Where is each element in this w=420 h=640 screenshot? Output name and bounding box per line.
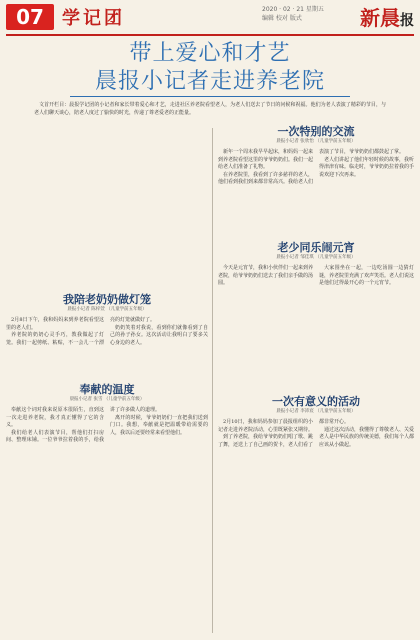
article-paragraph: 到了养老院，我给爷爷奶奶们唱了歌、跳了舞，还送上了自己画的贺卡，老人们看了都非常开心。 bbox=[218, 419, 350, 448]
headline-line-1: 带上爱心和才艺 bbox=[129, 41, 291, 66]
article-title: 一次有意义的活动 bbox=[272, 395, 360, 408]
headline-block bbox=[0, 40, 420, 96]
headline-rule bbox=[70, 96, 350, 97]
article-4 bbox=[6, 383, 208, 445]
article-title: 老少同乐闹元宵 bbox=[277, 241, 355, 254]
article-2 bbox=[218, 241, 415, 288]
column-divider bbox=[212, 128, 213, 633]
brand-main: 新晨 bbox=[360, 6, 400, 30]
page-number-badge: 07 bbox=[6, 4, 54, 30]
article-paragraph: 通过这次活动，我懂得了尊敬老人、关爱老人是中华民族的传统美德，我们每个人都应该从小做起。 bbox=[319, 426, 415, 448]
article-paragraph: 我们给老人们表演节目，帮他们打扫房间、整理床铺。一位爷爷拉着我的手，给我讲了许多做人的道理。 bbox=[6, 407, 161, 443]
article-paragraph: 大家围坐在一起，一边吃汤圆一边猜灯谜，养老院里充满了欢声笑语。老人们说这是他们过得最开心的一个元宵节。 bbox=[319, 265, 415, 286]
article-paragraph: 离开的时候，爷爷奶奶们一直把我们送到门口。我想，奉献就是把温暖带给需要的人，我以后还要经常来看望他们。 bbox=[110, 414, 208, 436]
article-5 bbox=[218, 395, 415, 449]
headline-line-2: 晨报小记者走进养老院 bbox=[94, 69, 325, 94]
article-paragraph: 养老院的奶奶心灵手巧，教我做起了灯笼。我们一起剪纸、粘贴，不一会儿一个漂亮的灯笼就做好了。 bbox=[6, 317, 156, 346]
article-title: 奉献的温度 bbox=[79, 383, 135, 396]
column-name: 学记团 bbox=[62, 8, 125, 29]
article-body bbox=[218, 419, 414, 449]
article-byline: 晨报小记者 陈梓萱 （儿童学前五年级） bbox=[67, 306, 147, 312]
article-body bbox=[218, 265, 414, 288]
editor-credits: 编辑 校对 版式 bbox=[262, 15, 302, 22]
article-paragraph: 奶奶笑着对我说，看到你们就像看到了自己的孙子孙女。这次活动让我明白了要多关心身边的老人。 bbox=[110, 324, 208, 346]
article-byline: 晨报小记者 张雪 （儿童学前五年级） bbox=[69, 396, 145, 402]
brand-logo bbox=[360, 2, 414, 31]
article-paragraph: 今天是元宵节，我和小伙伴们一起来到养老院，给爷爷奶奶们送去了我们亲手做的汤圆。 bbox=[218, 265, 314, 286]
header-rule bbox=[6, 34, 414, 36]
article-paragraph: 在养老院里，我看到了许多慈祥的老人，他们看到我们到来都非常高兴。我给老人们表演了节目，爷爷奶奶们都鼓起了掌。 bbox=[218, 149, 405, 185]
article-body bbox=[6, 317, 208, 347]
article-paragraph: 奉献这个词对我来说原本很陌生，直到这一次走进养老院，我才真正懂得了它的含义。 bbox=[6, 407, 104, 428]
header-meta bbox=[262, 5, 350, 23]
article-3 bbox=[6, 293, 208, 347]
article-title: 一次特别的交流 bbox=[277, 125, 355, 138]
editor-note: 文首开栏目：晨报学记团的小记者和家长带着爱心和才艺，走进社区养老院看望老人，为老人们送去了节日的问候和祝福。他们为老人表演了精彩的节目，与老人们聊天谈心，陪老人度过了愉快的时光，传递了尊老爱老的正能量。 bbox=[34, 102, 386, 116]
issue-date: 2020 · 02 · 21 星期五 bbox=[262, 6, 324, 13]
article-1 bbox=[218, 125, 415, 187]
article-paragraph: 新年一个周末我早早起床，和妈妈一起来到养老院看望这里的爷爷奶奶们。我们一起给老人们准备了礼物。 bbox=[218, 149, 314, 170]
article-title: 我陪老奶奶做灯笼 bbox=[63, 293, 151, 306]
brand-sub: 报 bbox=[400, 13, 414, 29]
article-byline: 晨报小记者 邹佳琪 （儿童学前五年级） bbox=[276, 254, 356, 260]
article-body bbox=[6, 407, 208, 445]
page-header bbox=[0, 0, 420, 34]
article-byline: 晨报小记者 张欣怡 （儿童学前五年级） bbox=[276, 138, 356, 144]
article-paragraph: 2月8日下午，我和妈妈来到养老院看望这里的老人们。 bbox=[6, 317, 104, 331]
article-byline: 晨报小记者 李沛宸 （儿童学前五年级） bbox=[276, 408, 356, 414]
article-body bbox=[218, 149, 414, 187]
article-paragraph: 老人们讲起了他们年轻时候的故事，我听得津津有味。临走时，爷爷奶奶拉着我的手说欢迎下次再来。 bbox=[319, 156, 415, 178]
article-paragraph: 2月10日，我和妈妈参加了晨报组织的小记者走进养老院活动，心里既紧张又期待。 bbox=[218, 419, 314, 433]
